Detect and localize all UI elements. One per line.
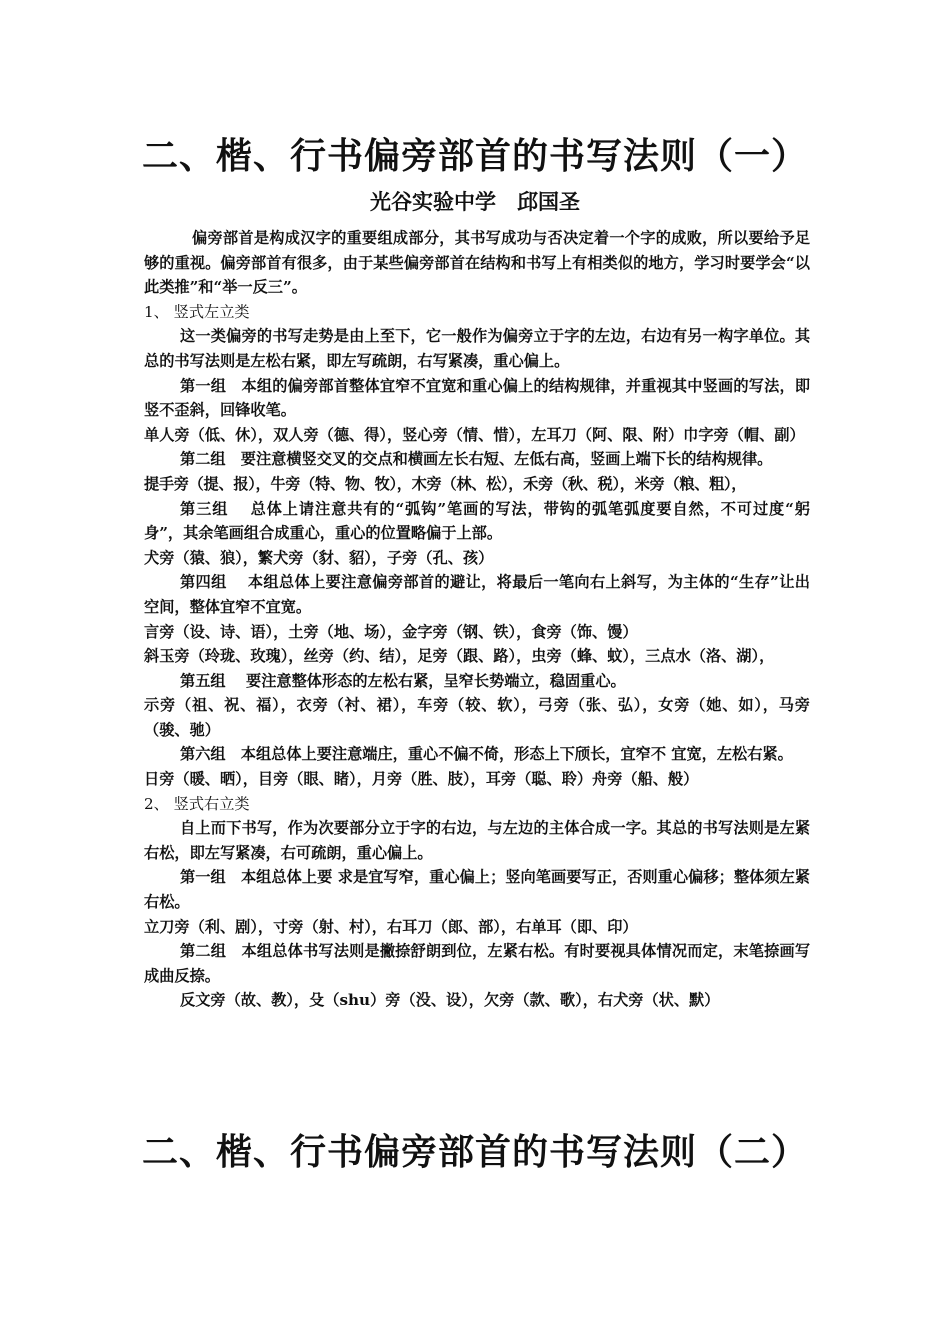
section-2-group-2-description: 第二组 本组总体书写法则是撇捺舒朗到位，左紧右松。有时要视具体情况而定，末笔捺画写成曲反捺。 (144, 942, 810, 985)
document-body (144, 226, 810, 1013)
group-3-examples: 犬旁（猿、狼），繁犬旁（豺、貂），子旁（孔、孩） (144, 548, 494, 567)
group-6-examples: 日旁（暖、晒），目旁（眼、睹），月旁（胜、肢），耳旁（聪、聆）舟旁（船、般） (144, 770, 699, 789)
page-title: 二、楷、行书偏旁部首的书写法则（一） (141, 135, 808, 177)
section-1-summary: 这一类偏旁的书写走势是由上至下，它一般作为偏旁立于字的左边，右边有另一构字单位。其总的书写法则是左松右紧，即左写疏朗，右写紧凑，重心偏上。 (144, 327, 810, 370)
group-3-description: 第三组 总体上请注意共有的“弧钩”笔画的写法，带钩的弧笔弧度要自然，不可过度“躬身”，其余笔画组合成重心，重心的位置略偏于上部。 (144, 499, 810, 543)
group-5-examples: 示旁（祖、祝、福），衣旁（衬、裙），车旁（较、软），弓旁（张、弘），女旁（她、如），马旁（骏、驰） (144, 696, 810, 739)
section-2-heading: 2、 竖式右立类 (144, 794, 250, 813)
section-2-group-1-examples: 立刀旁（利、剧），寸旁（射、村），右耳刀（郎、部），右单耳（即、印） (144, 917, 638, 936)
intro-paragraph: 偏旁部首是构成汉字的重要组成部分，其书写成功与否决定着一个字的成败，所以要给予足够的重视。偏旁部首有很多，由于某些偏旁部首在结构和书写上有相类似的地方，学习时要学会“以此类推”和“举一反三”。 (144, 229, 810, 297)
section-2-group-2-examples: 反文旁（故、教），殳（shu）旁（没、设），欠旁（款、歌），右犬旁（状、默） (180, 991, 720, 1010)
author-line: 光谷实验中学 邱国圣 (370, 189, 580, 214)
section-2-group-1-description: 第一组 本组总体上要 求是宜写窄，重心偏上；竖向笔画要写正，否则重心偏移；整体须左紧右松。 (144, 868, 810, 912)
group-4-examples-a: 言旁（设、诗、语），土旁（地、场），金字旁（钢、铁），食旁（饰、馒） (144, 622, 638, 641)
section-2-summary: 自上而下书写，作为次要部分立于字的右边，与左边的主体合成一字。其总的书写法则是左紧右松，即左写紧凑，右可疏朗，重心偏上。 (144, 819, 810, 862)
group-6-description: 第六组 本组总体上要注意端庄，重心不偏不倚，形态上下颀长，宜窄不 宜宽，左松右紧。 (180, 745, 793, 764)
group-5-description: 第五组 要注意整体形态的左松右紧，呈窄长势端立，稳固重心。 (180, 671, 626, 690)
group-4-examples-b: 斜玉旁（玲珑、玫瑰），丝旁（约、结），足旁（跟、路），虫旁（蜂、蚊），三点水（洛、湖）， (144, 647, 775, 666)
section-1-heading: 1、 竖式左立类 (144, 302, 250, 321)
group-1-examples: 单人旁（低、休），双人旁（德、得），竖心旁（情、惜），左耳刀（阿、限、附）巾字旁（帽、副） (144, 425, 805, 444)
group-2-description: 第二组 要注意横竖交叉的交点和横画左长右短、左低右高，竖画上端下长的结构规律。 (180, 450, 773, 469)
group-1-description: 第一组 本组的偏旁部首整体宜窄不宜宽和重心偏上的结构规律，并重视其中竖画的写法，即竖不歪斜，回锋收笔。 (144, 376, 810, 420)
group-4-description: 第四组 本组总体上要注意偏旁部首的避让，将最后一笔向右上斜写，为主体的“生存”让出空间，整体宜窄不宜宽。 (144, 573, 810, 616)
page-title-part-2: 二、楷、行书偏旁部首的书写法则（二） (141, 1131, 808, 1173)
group-2-examples: 提手旁（提、报），牛旁（特、物、牧），木旁（林、松），禾旁（秋、税），米旁（粮、粗）， (144, 474, 747, 493)
